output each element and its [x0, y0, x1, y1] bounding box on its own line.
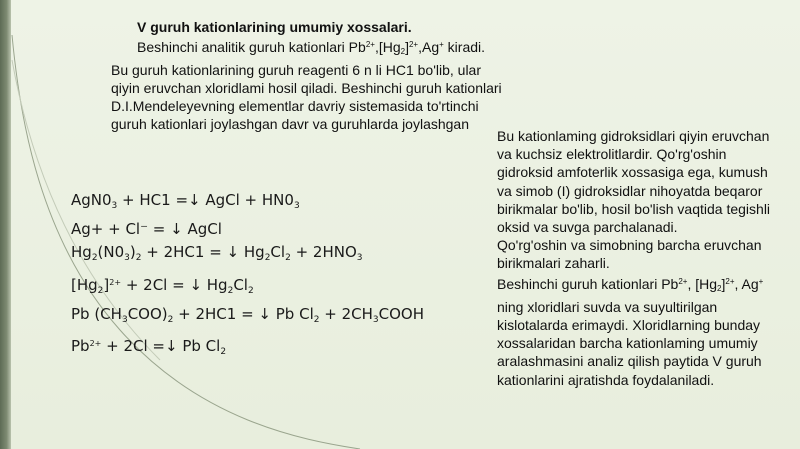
paragraph-hydroxides: Bu kationlaming gidroksidlari qiyin eruvchan va kuchsiz elektrolitlardir. Qo'rg'oshin gidroksid amfoterlik xossasiga ega, kumush va simob (I) gidroksidlar nihoyatda beqaror birikmalar bo'lib, hosil bo'lish vaqtida tegishli oksid va suvga parchalanadi.: [497, 128, 771, 236]
equation-5: Pb $(CH_3COO)_2 + 2HC1$ = ↓ Pb $Cl_2$ + $2CH_3COOH$: [71, 304, 424, 325]
equation-3: $Hg_2(N0_3)_2 + 2HC1$ = ↓ $Hg_2Cl_2 + 2HNO_3$: [71, 243, 363, 264]
intro-text: [111, 18, 511, 133]
right-text: [497, 127, 773, 389]
intro-line-1: Beshinchi analitik guruh kationlari $Pb^{2+},[Hg_2]^{2+},Ag^+$ kiradi.: [137, 39, 486, 56]
equation-1: $AgN0_3 + HC1$ =↓ AgCl + $HN0_3$: [71, 191, 300, 211]
equations: [71, 189, 424, 364]
equation-6: $Pb^{2+} + 2Cl$ =↓ Pb $Cl_2$: [71, 337, 227, 358]
intro-body: Bu guruh kationlarining guruh reagenti 6 n li HC1 bo'lib, ular qiyin eruvchan xloridlami hosil qiladi. Beshinchi guruh kationlari D.I.Mendeleyevning elementlar davriy sistemasida to'rtinchi guruh kationlari joylashgan davr va guruhlarda joylashgan: [111, 62, 502, 132]
paragraph-chlorides: Beshinchi guruh kationlari $Pb^{2+}$, $[Hg_2]^{2+}$, Ag+ ning xloridlari suvda va suyultirilgan kislotalarda erimaydi. Xloridlarning bunday xossalaridan barcha kationlaming umumiy aralashmasini analiz qilish paytida V guruh kationlarini ajratishda foydalaniladi.: [497, 275, 764, 388]
equation-4: $[Hg_2]^{2+} + 2Cl$ = ↓ $Hg_2Cl_2$: [71, 275, 254, 296]
heading: V guruh kationlarining umumiy xossalari.: [137, 19, 412, 35]
paragraph-toxicity: Qo'rg'oshin va simobning barcha eruvchan birikmalari zaharli.: [497, 237, 762, 272]
equation-2: Ag+ + Cl⁻ = ↓ AgCl: [71, 220, 222, 239]
